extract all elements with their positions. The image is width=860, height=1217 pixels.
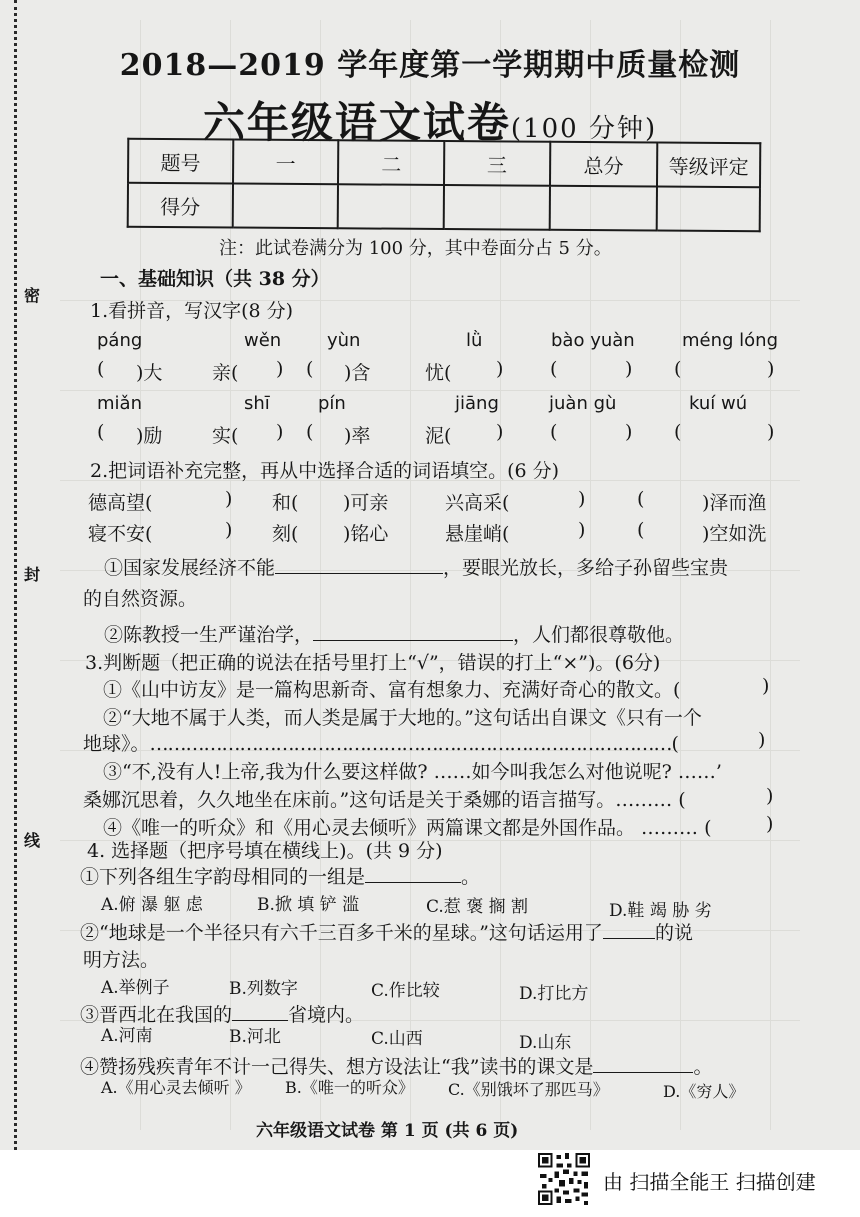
option: D.《穷人》 bbox=[663, 1082, 745, 1101]
q1-word-part: )励 bbox=[136, 425, 163, 447]
answer-paren[interactable]: ) bbox=[767, 358, 775, 380]
pinyin: páng bbox=[97, 330, 143, 351]
q2-sentence-1: ①国家发展经济不能 ，要眼光放长，多给子孙留些宝贵 bbox=[104, 557, 729, 579]
score-header-cell: 等级评定 bbox=[657, 142, 760, 187]
q4-item-2-cont: 明方法。 bbox=[83, 949, 160, 971]
score-cell[interactable] bbox=[232, 184, 338, 229]
binding-char-feng: 封 bbox=[24, 565, 41, 584]
option: C.作比较 bbox=[371, 981, 440, 1001]
score-header-cell: 一 bbox=[233, 140, 339, 185]
answer-blank[interactable] bbox=[603, 920, 655, 939]
option: B.《唯一的听众》 bbox=[285, 1078, 414, 1097]
q1-word-part: )含 bbox=[344, 362, 371, 384]
score-header-cell: 三 bbox=[444, 141, 550, 186]
idiom-part: 兴高采( bbox=[445, 492, 510, 514]
answer-blank[interactable] bbox=[275, 555, 443, 574]
answer-paren[interactable]: ) bbox=[625, 358, 633, 380]
q4-item-4: ④赞扬残疾青年不计一己得失、想方设法让“我”读书的课文是 。 bbox=[80, 1056, 713, 1078]
qr-code-icon bbox=[538, 1153, 590, 1205]
binding-char-mi: 密 bbox=[24, 286, 41, 305]
answer-paren[interactable]: ) bbox=[496, 421, 504, 443]
pinyin: kuí wú bbox=[689, 393, 748, 414]
answer-blank[interactable] bbox=[365, 864, 461, 883]
idiom-part: 和( bbox=[272, 492, 299, 514]
judge-paren-close[interactable]: ) bbox=[762, 675, 770, 697]
answer-paren[interactable]: ) bbox=[276, 358, 284, 380]
score-cell[interactable] bbox=[338, 184, 444, 229]
judge-paren-close[interactable]: ) bbox=[766, 813, 774, 835]
idiom-part: )空如洗 bbox=[702, 523, 767, 545]
q4-item-3: ③晋西北在我国的 省境内。 bbox=[80, 1004, 365, 1026]
answer-paren[interactable]: ) bbox=[578, 519, 586, 541]
answer-paren[interactable]: ) bbox=[496, 358, 504, 380]
pinyin: shī bbox=[244, 393, 270, 414]
option: B.列数字 bbox=[229, 979, 298, 999]
q1-title: 1.看拼音，写汉字(8 分) bbox=[90, 300, 294, 322]
pinyin: miǎn bbox=[97, 393, 142, 414]
answer-paren[interactable]: ( bbox=[97, 358, 105, 380]
pinyin: wěn bbox=[244, 330, 282, 351]
answer-paren[interactable]: ) bbox=[578, 488, 586, 510]
answer-paren[interactable]: ( bbox=[306, 421, 314, 443]
q4-title: 4. 选择题（把序号填在横线上)。(共 9 分) bbox=[87, 840, 443, 862]
pinyin: lǜ bbox=[466, 330, 483, 351]
answer-paren[interactable]: ( bbox=[637, 519, 645, 541]
answer-paren[interactable]: ) bbox=[225, 488, 233, 510]
q1-word-part: 泥( bbox=[425, 425, 452, 447]
q3-item-2-cont: 地球》。……………………………………………………………………………( bbox=[83, 733, 678, 755]
answer-paren[interactable]: ) bbox=[625, 421, 633, 443]
q2-title: 2.把词语补充完整，再从中选择合适的词语填空。(6 分) bbox=[90, 460, 560, 482]
score-cell[interactable] bbox=[657, 186, 760, 231]
pinyin: pín bbox=[318, 393, 346, 414]
q2-sentence-1-cont: 的自然资源。 bbox=[83, 588, 198, 610]
answer-blank[interactable] bbox=[232, 1002, 288, 1021]
idiom-part: 德高望( bbox=[88, 492, 153, 514]
answer-paren[interactable]: ) bbox=[225, 519, 233, 541]
score-table bbox=[127, 138, 762, 232]
option: A.河南 bbox=[101, 1026, 153, 1046]
answer-paren[interactable]: ( bbox=[550, 358, 558, 380]
idiom-part: 刻( bbox=[272, 523, 299, 545]
pinyin: bào yuàn bbox=[551, 330, 635, 351]
q1-word-part: 亲( bbox=[212, 362, 239, 384]
option: B.掀 填 铲 滥 bbox=[257, 895, 360, 915]
answer-paren[interactable]: ) bbox=[767, 421, 775, 443]
q4-item-2: ②“地球是一个半径只有六千三百多千米的星球。”这句话运用了 的说 bbox=[80, 922, 693, 944]
option: B.河北 bbox=[229, 1027, 281, 1047]
judge-paren-close[interactable]: ) bbox=[766, 785, 774, 807]
answer-paren[interactable]: ) bbox=[276, 421, 284, 443]
answer-paren[interactable]: ( bbox=[306, 358, 314, 380]
q1-word-part: )大 bbox=[136, 362, 163, 384]
idiom-part: )铭心 bbox=[343, 523, 389, 545]
q3-item-4: ④《唯一的听众》和《用心灵去倾听》两篇课文都是外国作品。 ……… ( bbox=[103, 817, 712, 839]
q1-word-part: 忧( bbox=[425, 362, 452, 384]
q1-word-part: )率 bbox=[344, 425, 371, 447]
binding-char-xian: 线 bbox=[24, 831, 41, 850]
pinyin: juàn gù bbox=[549, 393, 617, 414]
option: A.《用心灵去倾听 》 bbox=[101, 1078, 251, 1097]
idiom-part: 悬崖峭( bbox=[445, 523, 510, 545]
q1-word-part: 实( bbox=[212, 425, 239, 447]
scan-credit: 由 扫描全能王 扫描创建 bbox=[603, 1170, 816, 1194]
answer-paren[interactable]: ( bbox=[674, 421, 682, 443]
q3-item-3: ③“不,没有人!上帝,我为什么要这样做? ……如今叫我怎么对他说呢? ……’ bbox=[103, 761, 722, 783]
pinyin: jiāng bbox=[455, 393, 499, 414]
answer-blank[interactable] bbox=[313, 622, 513, 641]
answer-paren[interactable]: ( bbox=[550, 421, 558, 443]
exam-subtitle: 六年级语文试卷(100 分钟) bbox=[202, 98, 658, 147]
q3-item-2: ②“大地不属于人类，而人类是属于大地的。”这句话出自课文《只有一个 bbox=[103, 707, 702, 729]
judge-paren-close[interactable]: ) bbox=[758, 729, 766, 751]
exam-duration: (100 分钟) bbox=[510, 114, 658, 144]
option: C.《别饿坏了那匹马》 bbox=[448, 1080, 609, 1099]
answer-paren[interactable]: ( bbox=[97, 421, 105, 443]
q3-item-1: ①《山中访友》是一篇构思新奇、富有想象力、充满好奇心的散文。( bbox=[103, 679, 681, 701]
q2-sentence-2: ②陈教授一生严谨治学， ，人们都很尊敬他。 bbox=[104, 624, 685, 646]
answer-blank[interactable] bbox=[593, 1054, 693, 1073]
pinyin: yùn bbox=[327, 330, 361, 351]
page-footer: 六年级语文试卷 第 1 页 (共 6 页) bbox=[256, 1121, 519, 1141]
answer-paren[interactable]: ( bbox=[637, 488, 645, 510]
option: A.俯 瀑 躯 虑 bbox=[101, 895, 203, 915]
score-cell[interactable] bbox=[549, 186, 657, 231]
q4-item-1: ①下列各组生字韵母相同的一组是 。 bbox=[80, 866, 481, 888]
exam-title: 2018—2019 学年度第一学期期中质量检测 bbox=[119, 48, 741, 83]
score-cell[interactable] bbox=[444, 185, 550, 230]
option: A.举例子 bbox=[101, 978, 170, 998]
idiom-part: )泽而渔 bbox=[702, 492, 767, 514]
answer-paren[interactable]: ( bbox=[674, 358, 682, 380]
section-heading: 一、基础知识（共 38 分） bbox=[100, 268, 330, 290]
option: C.山西 bbox=[371, 1029, 423, 1049]
idiom-part: 寝不安( bbox=[88, 523, 153, 545]
idiom-part: )可亲 bbox=[343, 492, 389, 514]
score-row-label: 得分 bbox=[128, 183, 233, 228]
q3-item-3-cont: 桑娜沉思着，久久地坐在床前。”这句话是关于桑娜的语言描写。……… ( bbox=[83, 789, 686, 811]
option: D.打比方 bbox=[519, 984, 589, 1004]
q3-title: 3.判断题（把正确的说法在括号里打上“√”，错误的打上“×”)。(6分) bbox=[85, 652, 661, 674]
binding-dotted-line bbox=[14, 0, 17, 1150]
option: D.山东 bbox=[519, 1033, 572, 1053]
pinyin: méng lóng bbox=[682, 330, 779, 351]
score-header-cell: 总分 bbox=[550, 142, 658, 187]
score-header-cell: 题号 bbox=[128, 139, 233, 184]
option: C.惹 褒 搁 割 bbox=[426, 897, 529, 917]
exam-note: 注：此试卷满分为 100 分，其中卷面分占 5 分。 bbox=[219, 238, 612, 259]
option: D.鞋 竭 胁 劣 bbox=[609, 901, 712, 921]
score-header-cell: 二 bbox=[338, 140, 444, 185]
